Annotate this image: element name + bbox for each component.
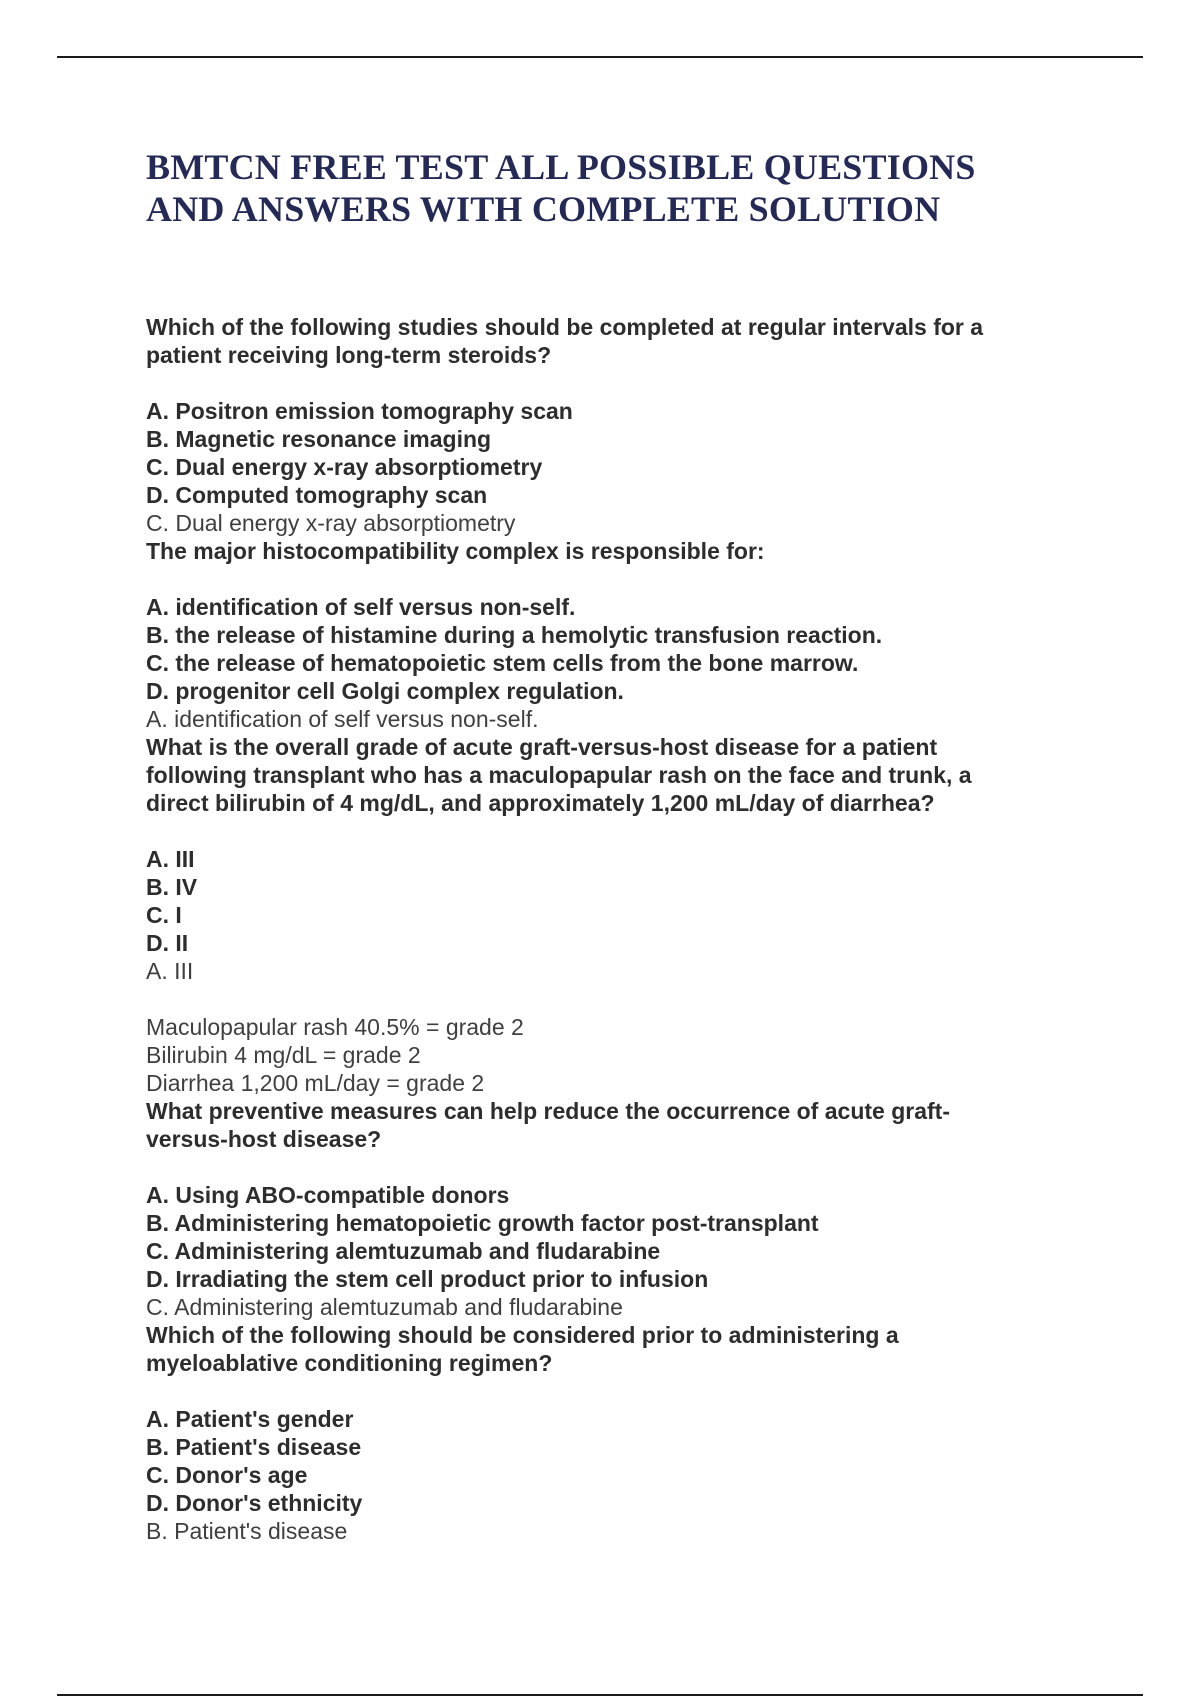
- option-d: D. II: [146, 930, 189, 956]
- title-line: AND ANSWERS WITH COMPLETE SOLUTION: [146, 189, 941, 229]
- answer-text: B. Patient's disease: [146, 1518, 348, 1544]
- option-c: C. Donor's age: [146, 1462, 308, 1488]
- option-c: C. I: [146, 902, 182, 928]
- question-line: following transplant who has a maculopapular rash on the face and trunk, a: [146, 762, 972, 788]
- document-title: [146, 146, 1106, 230]
- option-c: C. Dual energy x-ray absorptiometry: [146, 454, 543, 480]
- option-c: C. Administering alemtuzumab and fludarabine: [146, 1238, 661, 1264]
- option-list: [146, 845, 1086, 957]
- question-text: [146, 1321, 1086, 1377]
- answer-explanation: [146, 1013, 1086, 1097]
- question-block-2: [146, 537, 1086, 733]
- option-d: D. progenitor cell Golgi complex regulation.: [146, 678, 624, 704]
- answer-text: A. III: [146, 958, 194, 984]
- option-a: A. Using ABO-compatible donors: [146, 1182, 510, 1208]
- question-block-3: [146, 733, 1086, 1097]
- answer-text: C. Administering alemtuzumab and fludarabine: [146, 1294, 623, 1320]
- question-block-5: [146, 1321, 1086, 1545]
- option-d: D. Irradiating the stem cell product prior to infusion: [146, 1266, 709, 1292]
- question-block-1: [146, 313, 1086, 537]
- top-divider: [57, 56, 1143, 58]
- option-b: B. Magnetic resonance imaging: [146, 426, 492, 452]
- option-d: D. Computed tomography scan: [146, 482, 488, 508]
- option-list: [146, 397, 1086, 509]
- explanation-line: Diarrhea 1,200 mL/day = grade 2: [146, 1070, 485, 1096]
- answer-text: A. identification of self versus non-self.: [146, 706, 539, 732]
- question-line: What preventive measures can help reduce the occurrence of acute graft-: [146, 1098, 950, 1124]
- qa-content: [146, 313, 1086, 1545]
- question-line: Which of the following studies should be completed at regular intervals for a: [146, 314, 984, 340]
- option-list: [146, 1405, 1086, 1517]
- option-list: [146, 593, 1086, 705]
- option-a: A. identification of self versus non-self.: [146, 594, 576, 620]
- question-line: What is the overall grade of acute graft-versus-host disease for a patient: [146, 734, 938, 760]
- question-line: The major histocompatibility complex is responsible for:: [146, 538, 765, 564]
- question-text: [146, 1097, 1086, 1153]
- answer-text: C. Dual energy x-ray absorptiometry: [146, 510, 516, 536]
- option-a: A. Patient's gender: [146, 1406, 354, 1432]
- option-b: B. Administering hematopoietic growth factor post-transplant: [146, 1210, 819, 1236]
- title-line: BMTCN FREE TEST ALL POSSIBLE QUESTIONS: [146, 147, 976, 187]
- option-b: B. IV: [146, 874, 198, 900]
- question-line: direct bilirubin of 4 mg/dL, and approximately 1,200 mL/day of diarrhea?: [146, 790, 935, 816]
- question-line: Which of the following should be considered prior to administering a: [146, 1322, 899, 1348]
- option-d: D. Donor's ethnicity: [146, 1490, 363, 1516]
- option-b: B. the release of histamine during a hemolytic transfusion reaction.: [146, 622, 883, 648]
- option-c: C. the release of hematopoietic stem cells from the bone marrow.: [146, 650, 859, 676]
- bottom-divider: [57, 1694, 1143, 1696]
- option-a: A. Positron emission tomography scan: [146, 398, 573, 424]
- question-line: patient receiving long-term steroids?: [146, 342, 552, 368]
- question-text: [146, 733, 1086, 817]
- explanation-line: Bilirubin 4 mg/dL = grade 2: [146, 1042, 421, 1068]
- option-list: [146, 1181, 1086, 1293]
- question-block-4: [146, 1097, 1086, 1321]
- question-text: [146, 313, 1086, 369]
- question-text: [146, 537, 1086, 565]
- option-a: A. III: [146, 846, 195, 872]
- explanation-line: Maculopapular rash 40.5% = grade 2: [146, 1014, 524, 1040]
- question-line: versus-host disease?: [146, 1126, 382, 1152]
- option-b: B. Patient's disease: [146, 1434, 362, 1460]
- question-line: myeloablative conditioning regimen?: [146, 1350, 553, 1376]
